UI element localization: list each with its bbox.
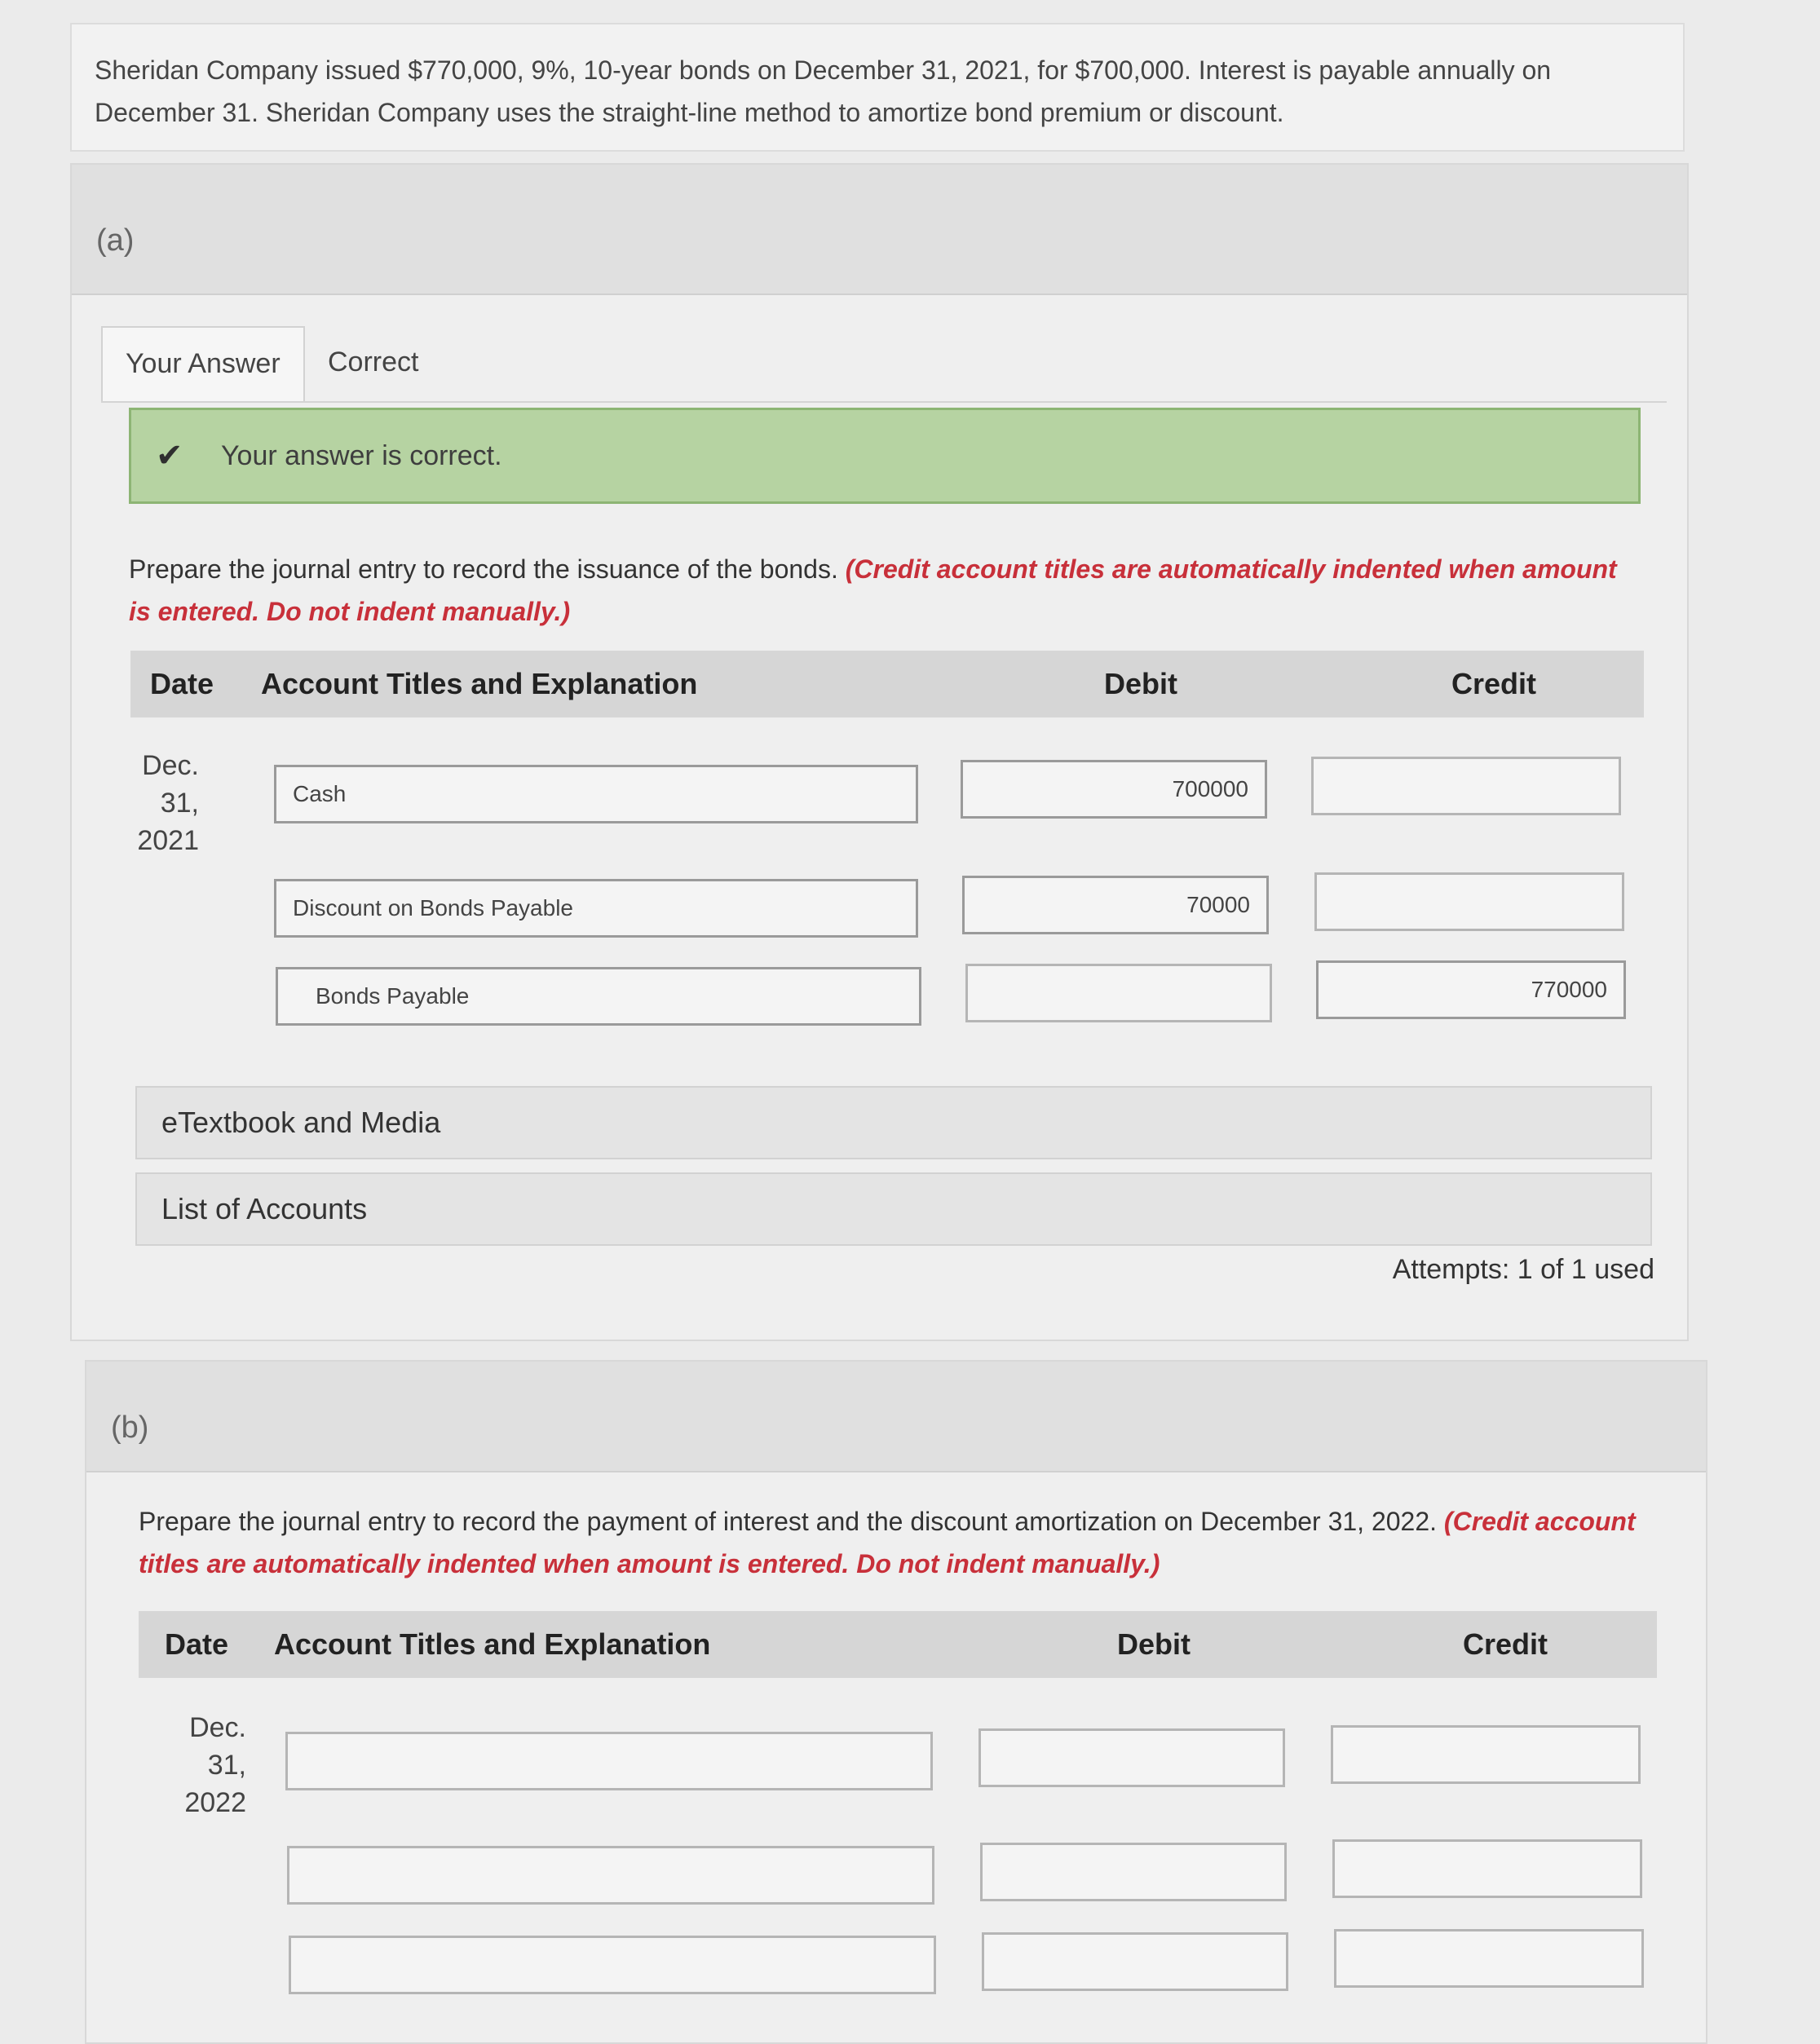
- attempts-counter: Attempts: 1 of 1 used: [1392, 1254, 1654, 1285]
- part-a-prompt: [129, 548, 1646, 633]
- debit-input[interactable]: [965, 964, 1272, 1022]
- debit-input[interactable]: [980, 1843, 1287, 1901]
- date-year: 2021: [137, 825, 199, 856]
- credit-input[interactable]: [1332, 1839, 1642, 1898]
- header-debit: Debit: [1117, 1627, 1191, 1661]
- account-input[interactable]: [287, 1846, 934, 1905]
- correct-banner: [129, 408, 1641, 504]
- credit-input[interactable]: [1311, 757, 1621, 815]
- etextbook-media-link[interactable]: eTextbook and Media: [135, 1086, 1652, 1159]
- part-b-label: (b): [111, 1410, 149, 1445]
- header-date: Date: [165, 1627, 229, 1661]
- date-month: Dec.: [142, 750, 199, 781]
- part-b-prompt: [139, 1500, 1688, 1585]
- header-account: Account Titles and Explanation: [261, 667, 698, 700]
- debit-input[interactable]: 70000: [962, 876, 1269, 934]
- header-date: Date: [150, 667, 214, 700]
- problem-statement: [70, 23, 1685, 152]
- prompt-note: (Credit account titles are automatically indented when amount is entered. Do not indent manually.): [129, 554, 1617, 626]
- credit-input[interactable]: [1331, 1725, 1641, 1784]
- account-input[interactable]: Cash: [274, 765, 918, 823]
- answer-tabs: [101, 326, 1667, 403]
- debit-input[interactable]: 700000: [961, 760, 1267, 819]
- checkmark-icon: ✔: [156, 438, 183, 474]
- entry-date: [121, 747, 199, 859]
- account-input[interactable]: [289, 1936, 936, 1994]
- part-b-section: [85, 1360, 1707, 2044]
- credit-input[interactable]: [1334, 1929, 1644, 1988]
- journal-table-header: [139, 1611, 1657, 1678]
- tab-correct-answer[interactable]: Correct: [328, 347, 419, 377]
- date-year: 2022: [184, 1787, 246, 1818]
- date-day: 31,: [207, 1750, 246, 1781]
- account-input[interactable]: Discount on Bonds Payable: [274, 879, 918, 938]
- prompt-note: (Credit account titles are automatically indented when amount is entered. Do not indent manually.): [139, 1507, 1636, 1578]
- credit-input[interactable]: [1314, 872, 1624, 931]
- header-account: Account Titles and Explanation: [274, 1627, 711, 1661]
- part-b-header[interactable]: [86, 1362, 1706, 1472]
- problem-text: Sheridan Company issued $770,000, 9%, 10-year bonds on December 31, 2021, for $700,000. Interest is payable annually on December 31. Sheridan Company uses the straight-line method to amortize bond premium or discount.: [95, 55, 1552, 127]
- entry-date: [168, 1709, 246, 1821]
- journal-table-header: [130, 651, 1644, 717]
- account-input[interactable]: [285, 1732, 933, 1790]
- list-of-accounts-link[interactable]: List of Accounts: [135, 1172, 1652, 1246]
- date-day: 31,: [160, 788, 199, 819]
- header-debit: Debit: [1104, 667, 1177, 700]
- debit-input[interactable]: [982, 1932, 1288, 1991]
- part-a-section: [70, 163, 1689, 1341]
- header-credit: Credit: [1463, 1627, 1548, 1661]
- prompt-text: Prepare the journal entry to record the payment of interest and the discount amortization on December 31, 2022.: [139, 1507, 1438, 1536]
- banner-message: Your answer is correct.: [221, 440, 502, 471]
- prompt-text: Prepare the journal entry to record the issuance of the bonds.: [129, 554, 838, 584]
- part-a-label: (a): [96, 223, 135, 258]
- tab-your-answer[interactable]: Your Answer: [101, 326, 305, 401]
- account-input[interactable]: Bonds Payable: [276, 967, 921, 1026]
- debit-input[interactable]: [978, 1728, 1285, 1787]
- part-a-header[interactable]: [72, 165, 1687, 295]
- credit-input[interactable]: 770000: [1316, 960, 1626, 1019]
- date-month: Dec.: [189, 1712, 246, 1743]
- header-credit: Credit: [1451, 667, 1537, 700]
